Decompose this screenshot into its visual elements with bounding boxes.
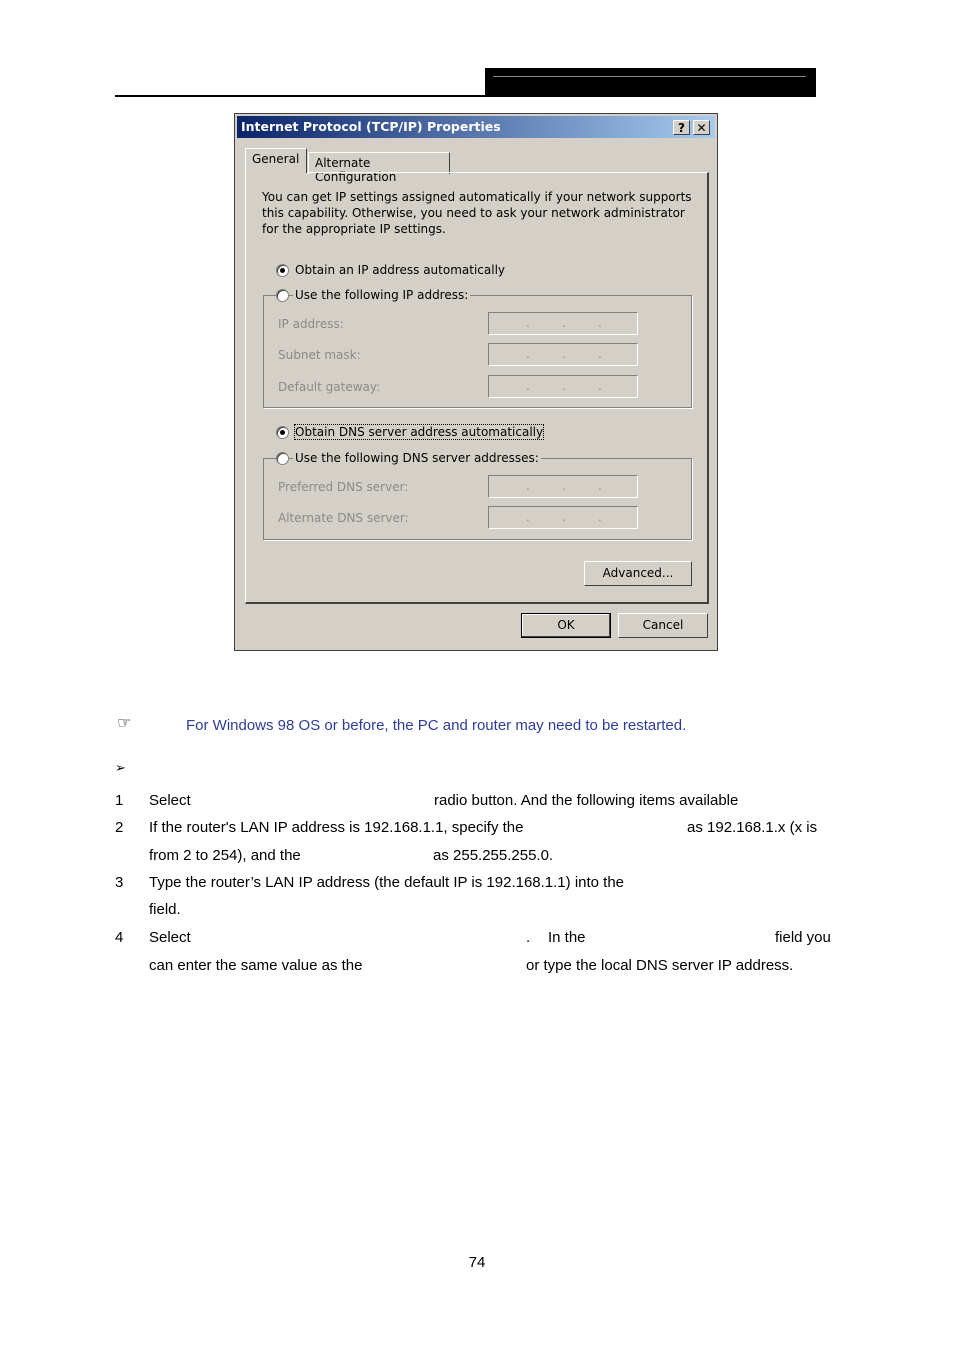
tab-general[interactable]: General bbox=[245, 148, 307, 173]
help-button[interactable]: ? bbox=[673, 120, 690, 135]
default-gateway-label: Default gateway: bbox=[278, 380, 381, 394]
note-text: For Windows 98 OS or before, the PC and router may need to be restarted. bbox=[186, 717, 687, 734]
step-4-text-a: Select bbox=[149, 929, 191, 946]
step-4-text-d: field you bbox=[775, 929, 831, 946]
dialog-title: Internet Protocol (TCP/IP) Properties bbox=[241, 119, 501, 134]
step-4-text-b: . bbox=[526, 929, 531, 946]
cancel-button[interactable]: Cancel bbox=[618, 613, 708, 638]
step-2-number: 2 bbox=[115, 819, 124, 836]
preferred-dns-field[interactable]: . . . bbox=[488, 475, 638, 498]
step-2-text-d: as 255.255.255.0. bbox=[433, 847, 554, 864]
ip-address-label: IP address: bbox=[278, 317, 344, 331]
step-2-text-c: from 2 to 254), and the bbox=[149, 847, 301, 864]
tab-alternate-configuration[interactable]: Alternate Configuration bbox=[308, 152, 450, 174]
ok-button[interactable]: OK bbox=[521, 613, 611, 638]
use-following-ip-radio[interactable] bbox=[276, 289, 289, 302]
obtain-ip-auto-radio[interactable] bbox=[276, 264, 289, 277]
tcpip-properties-dialog bbox=[234, 113, 718, 651]
alternate-dns-label: Alternate DNS server: bbox=[278, 511, 409, 525]
step-4-text-f: or type the local DNS server IP address. bbox=[526, 957, 794, 974]
advanced-button[interactable]: Advanced... bbox=[584, 561, 692, 586]
intro-text: You can get IP settings assigned automatically if your network supports this capability. Otherwise, you need to ask your network administrator for the appropriate IP settings. bbox=[262, 190, 692, 236]
header-rule bbox=[115, 95, 485, 97]
step-3-text-a: Type the router’s LAN IP address (the default IP is 192.168.1.1) into the bbox=[149, 874, 625, 891]
alternate-dns-field[interactable]: . . . bbox=[488, 506, 638, 529]
step-4-number: 4 bbox=[115, 929, 124, 946]
title-bar bbox=[237, 116, 715, 138]
step-2-text-b: as 192.168.1.x (x is bbox=[687, 819, 818, 836]
step-1-number: 1 bbox=[115, 792, 124, 809]
default-gateway-field[interactable]: . . . bbox=[488, 375, 638, 398]
arrow-bullet-icon: ➢ bbox=[115, 760, 126, 775]
header-block bbox=[485, 68, 816, 97]
use-following-dns-radio[interactable] bbox=[276, 452, 289, 465]
pointing-hand-icon: ☞ bbox=[117, 715, 132, 732]
obtain-dns-auto-radio[interactable] bbox=[276, 426, 289, 439]
subnet-mask-field[interactable]: . . . bbox=[488, 343, 638, 366]
subnet-mask-label: Subnet mask: bbox=[278, 348, 361, 362]
step-1-text-b: radio button. And the following items available bbox=[434, 792, 739, 809]
use-following-dns-label[interactable]: Use the following DNS server addresses: bbox=[295, 451, 539, 465]
close-button[interactable]: ✕ bbox=[693, 120, 710, 135]
obtain-ip-auto-label[interactable]: Obtain an IP address automatically bbox=[295, 263, 506, 277]
step-1-text-a: Select bbox=[149, 792, 191, 809]
page-number: 74 bbox=[468, 1254, 486, 1271]
step-4-text-e: can enter the same value as the bbox=[149, 957, 363, 974]
step-3-number: 3 bbox=[115, 874, 124, 891]
step-2-text-a: If the router's LAN IP address is 192.168.1.1, specify the bbox=[149, 819, 524, 836]
ip-address-field[interactable]: . . . bbox=[488, 312, 638, 335]
step-4-text-c: In the bbox=[548, 929, 586, 946]
obtain-dns-auto-label[interactable]: Obtain DNS server address automatically bbox=[295, 425, 544, 439]
preferred-dns-label: Preferred DNS server: bbox=[278, 480, 409, 494]
use-following-ip-label[interactable]: Use the following IP address: bbox=[295, 288, 469, 302]
step-3-text-b: field. bbox=[149, 901, 181, 918]
